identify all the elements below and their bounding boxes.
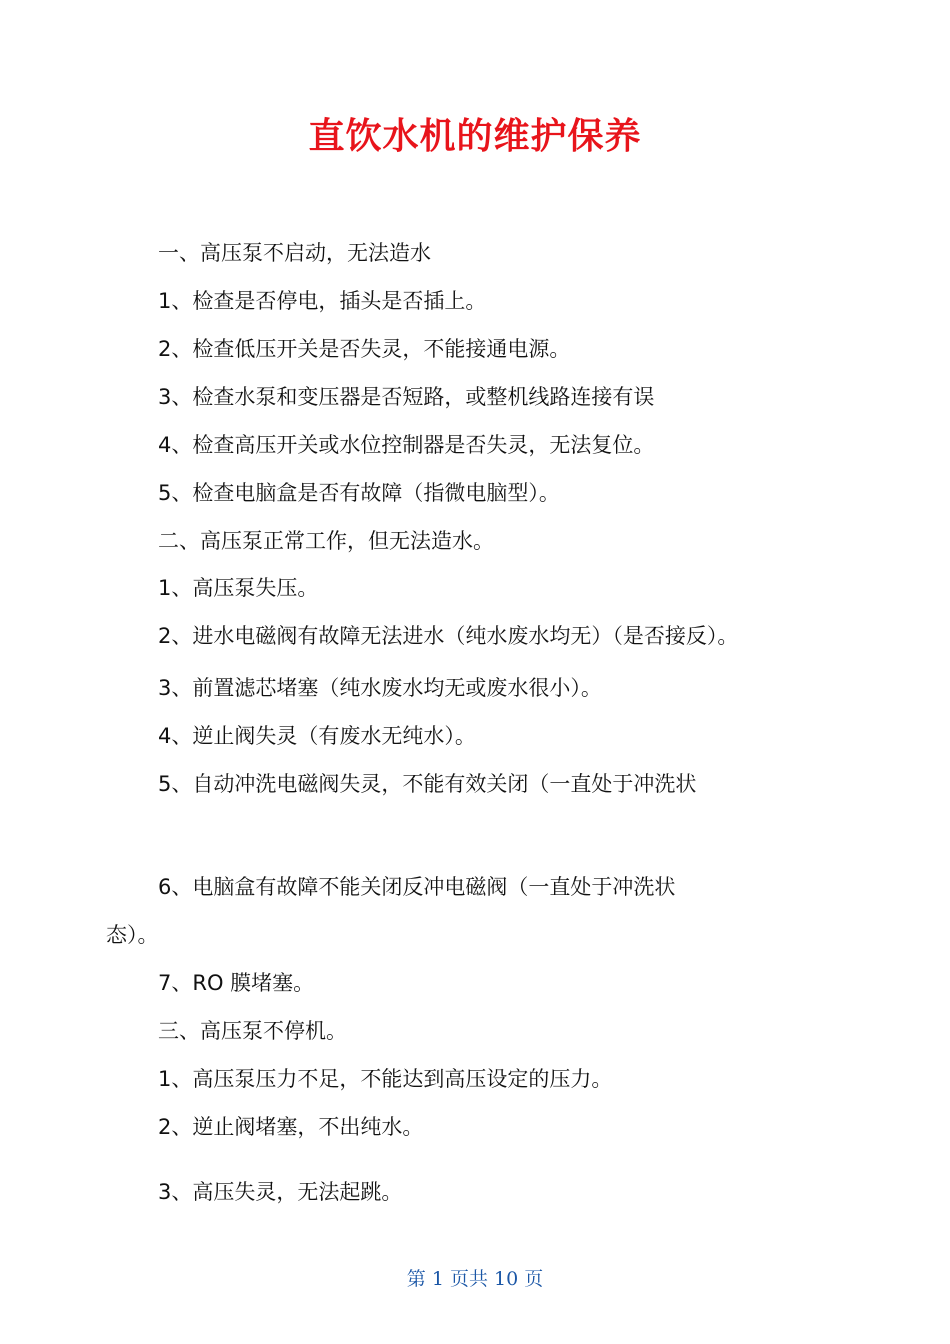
list-item: 5、检查电脑盒是否有故障（指微电脑型）。 [158,481,560,505]
list-item: 3、检查水泵和变压器是否短路，或整机线路连接有误 [158,385,655,409]
list-item: 1、高压泵失压。 [158,576,319,600]
list-item: 4、检查高压开关或水位控制器是否失灵，无法复位。 [158,433,655,457]
list-item: 1、高压泵压力不足，不能达到高压设定的压力。 [158,1067,613,1091]
section-heading: 二、高压泵正常工作，但无法造水。 [158,529,494,553]
list-item: 7、RO 膜堵塞。 [158,971,315,995]
list-item: 5、自动冲洗电磁阀失灵，不能有效关闭（一直处于冲洗状 [158,772,697,796]
document-title: 直饮水机的维护保养 [308,116,642,157]
list-item: 3、高压失灵，无法起跳。 [158,1180,403,1204]
page-footer: 第 1 页共 10 页 [406,1268,544,1290]
list-item: 3、前置滤芯堵塞（纯水废水均无或废水很小）。 [158,676,602,700]
list-item: 6、电脑盒有故障不能关闭反冲电磁阀（一直处于冲洗状 [158,875,676,899]
list-item: 1、检查是否停电，插头是否插上。 [158,289,487,313]
section-heading: 一、高压泵不启动，无法造水 [158,241,431,265]
list-item: 2、逆止阀堵塞，不出纯水。 [158,1115,424,1139]
list-item-continuation: 态）。 [106,923,159,947]
list-item: 2、检查低压开关是否失灵，不能接通电源。 [158,337,571,361]
list-item: 4、逆止阀失灵（有废水无纯水）。 [158,724,476,748]
list-item: 2、进水电磁阀有故障无法进水（纯水废水均无）（是否接反）。 [158,624,739,648]
section-heading: 三、高压泵不停机。 [158,1019,347,1043]
